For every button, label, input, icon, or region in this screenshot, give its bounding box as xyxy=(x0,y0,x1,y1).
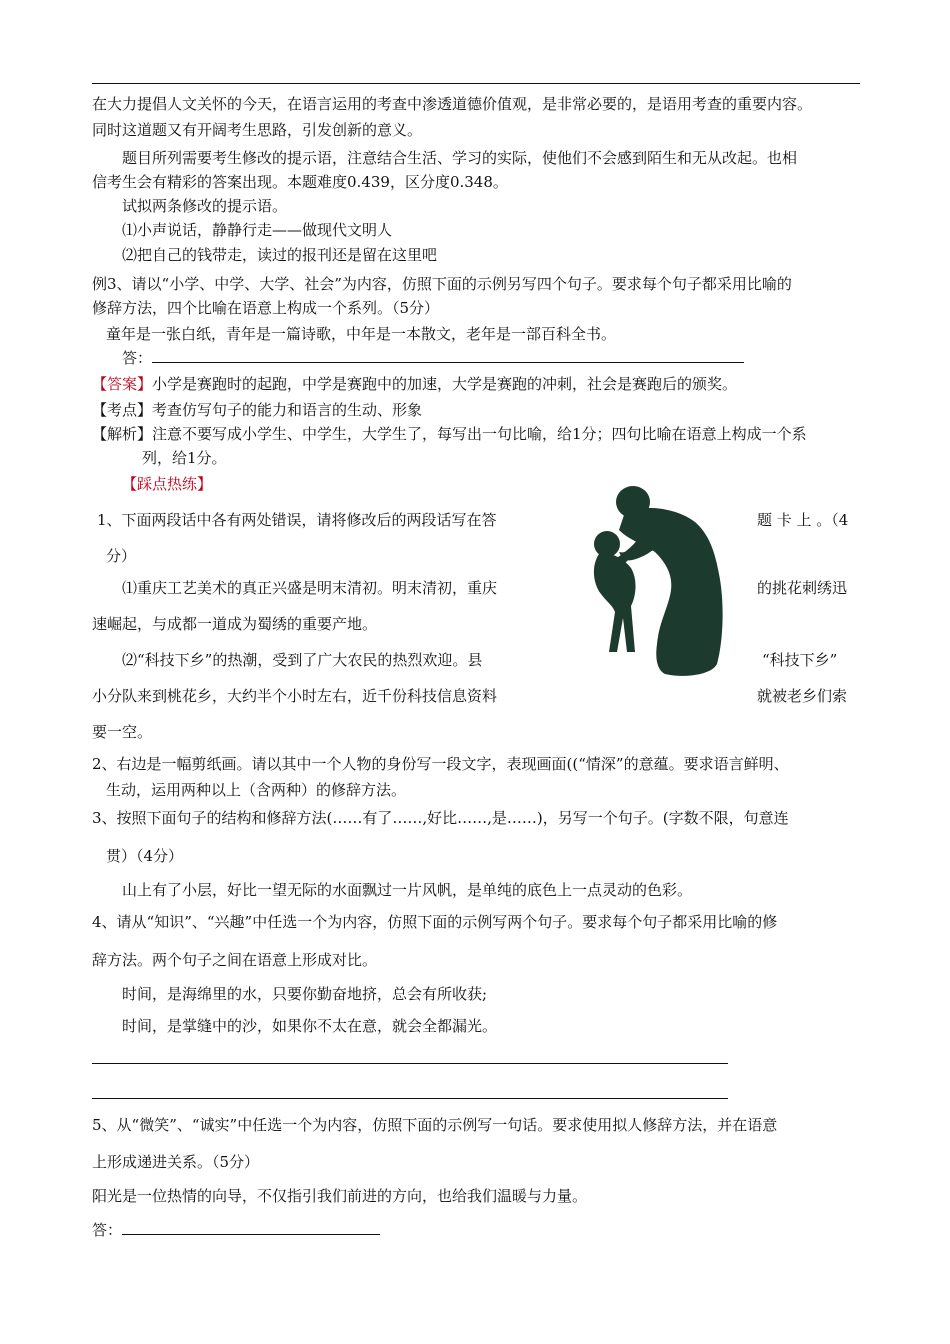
q5-line-2: 上形成递进关系。（5分） xyxy=(92,1153,260,1171)
q3-sample: 山上有了小层，好比一望无际的水面飘过一片风帆，是单纯的底色上一点灵动的色彩。 xyxy=(122,881,693,899)
q4-line-1: 4、请从“知识”、“兴趣”中任选一个为内容，仿照下面的示例写两个句子。要求每个句子都采用比喻的修 xyxy=(92,913,778,931)
example3-line-1: 例3、请以“小学、中学、大学、社会”为内容，仿照下面的示例另写四个句子。要求每个句子都采用比喻的 xyxy=(92,275,792,293)
example3-line-2: 修辞方法，四个比喻在语意上构成一个系列。（5分） xyxy=(92,299,440,317)
q1-line-2: 分） xyxy=(106,547,137,565)
q4-line-2: 辞方法。两个句子之间在语意上形成对比。 xyxy=(92,951,378,969)
example3-analysis-2: 列，给1分。 xyxy=(142,449,227,467)
example3-point xyxy=(92,400,422,420)
q1-line-1-left: 1、下面两段话中各有两处错误，请将修改后的两段话写在答 xyxy=(97,511,497,529)
q1-para1-right: 的挑花刺绣迅 xyxy=(757,579,848,597)
q5-sample: 阳光是一位热情的向导，不仅指引我们前进的方向，也给我们温暖与力量。 xyxy=(92,1187,588,1205)
intro-option-2: ⑵把自己的钱带走，读过的报刊还是留在这里吧 xyxy=(122,246,438,264)
q1-line-1-right: 题 卡 上 。（4 xyxy=(757,511,849,529)
q4-answer-line-1[interactable] xyxy=(92,1063,728,1064)
intro-para3: 试拟两条修改的提示语。 xyxy=(122,197,288,215)
example3-answer xyxy=(92,374,737,394)
analysis-text: 注意不要写成小学生、中学生，大学生了，每写出一句比喻，给1分；四句比喻在语意上构成一个系 xyxy=(152,425,807,443)
example3-analysis-1 xyxy=(92,424,807,444)
intro-line-1: 在大力提倡人文关怀的今天，在语言运用的考查中渗透道德价值观，是非常必要的，是语用考查的重要内容。 xyxy=(92,95,813,113)
example3-sample: 童年是一张白纸，青年是一篇诗歌，中年是一本散文，老年是一部百科全书。 xyxy=(106,325,617,343)
q5-answer-line xyxy=(92,1220,380,1240)
q1-para2-line-2-right: 就被老乡们索 xyxy=(757,687,848,705)
q5-line-1: 5、从“微笑”、“诚实”中任选一个为内容，仿照下面的示例写一句话。要求使用拟人修辞方法，并在语意 xyxy=(92,1116,778,1134)
q1-para1-left: ⑴重庆工艺美术的真正兴盛是明末清初。明末清初，重庆 xyxy=(122,579,498,597)
answer-label: 答： xyxy=(122,349,153,367)
answer-tag: 【答案】 xyxy=(92,375,153,393)
top-rule xyxy=(92,83,860,84)
intro-para2-line-1: 题目所列需要考生修改的提示语，注意结合生活、学习的实际，使他们不会感到陌生和无从改起。也相 xyxy=(122,149,798,167)
practice-heading: 【踩点热练】 xyxy=(122,475,213,493)
example3-answer-line xyxy=(122,348,744,368)
q2-line-2: 生动，运用两种以上（含两种）的修辞方法。 xyxy=(106,781,407,799)
q4-sample-1: 时间，是海绵里的水，只要你勤奋地挤，总会有所收获; xyxy=(122,985,488,1003)
q4-answer-line-2[interactable] xyxy=(92,1098,728,1099)
analysis-tag: 【解析】 xyxy=(92,425,153,443)
q4-sample-2: 时间，是掌缝中的沙，如果你不太在意，就会全都漏光。 xyxy=(122,1017,498,1035)
q2-line-1: 2、右边是一幅剪纸画。请以其中一个人物的身份写一段文字，表现画面((“情深”的意蕴。要求语言鲜明、 xyxy=(92,755,789,773)
point-text: 考查仿写句子的能力和语言的生动、形象 xyxy=(152,401,423,419)
intro-option-1: ⑴小声说话，静静行走——做现代文明人 xyxy=(122,221,393,239)
answer-blank[interactable] xyxy=(152,348,744,363)
point-tag: 【考点】 xyxy=(92,401,153,419)
q1-para2-line-2-left: 小分队来到桃花乡，大约半个小时左右，近千份科技信息资料 xyxy=(92,687,498,705)
intro-para2-line-2: 信考生会有精彩的答案出现。本题难度0.439，区分度0.348。 xyxy=(92,173,508,191)
q1-para2-right: “科技下乡” xyxy=(762,651,838,669)
q1-para2-left: ⑵“科技下乡”的热潮，受到了广大农民的热烈欢迎。县 xyxy=(122,651,483,669)
q1-para1-line-2: 速崛起，与成都一道成为蜀绣的重要产地。 xyxy=(92,615,378,633)
answer-text: 小学是赛跑时的起跑，中学是赛跑中的加速，大学是赛跑的冲刺，社会是赛跑后的颁奖。 xyxy=(152,375,738,393)
mother-child-papercut-silhouette-icon xyxy=(585,482,733,678)
intro-line-2: 同时这道题又有开阔考生思路，引发创新的意义。 xyxy=(92,121,423,139)
q3-line-2: 贯）（4分） xyxy=(106,847,184,865)
q3-line-1: 3、按照下面句子的结构和修辞方法(……有了……,好比……,是……)，另写一个句子。(字数不限，句意连 xyxy=(92,809,789,827)
q5-answer-blank[interactable] xyxy=(122,1220,380,1235)
q1-para2-line-3: 要一空。 xyxy=(92,723,153,741)
q5-answer-label: 答： xyxy=(92,1221,123,1239)
